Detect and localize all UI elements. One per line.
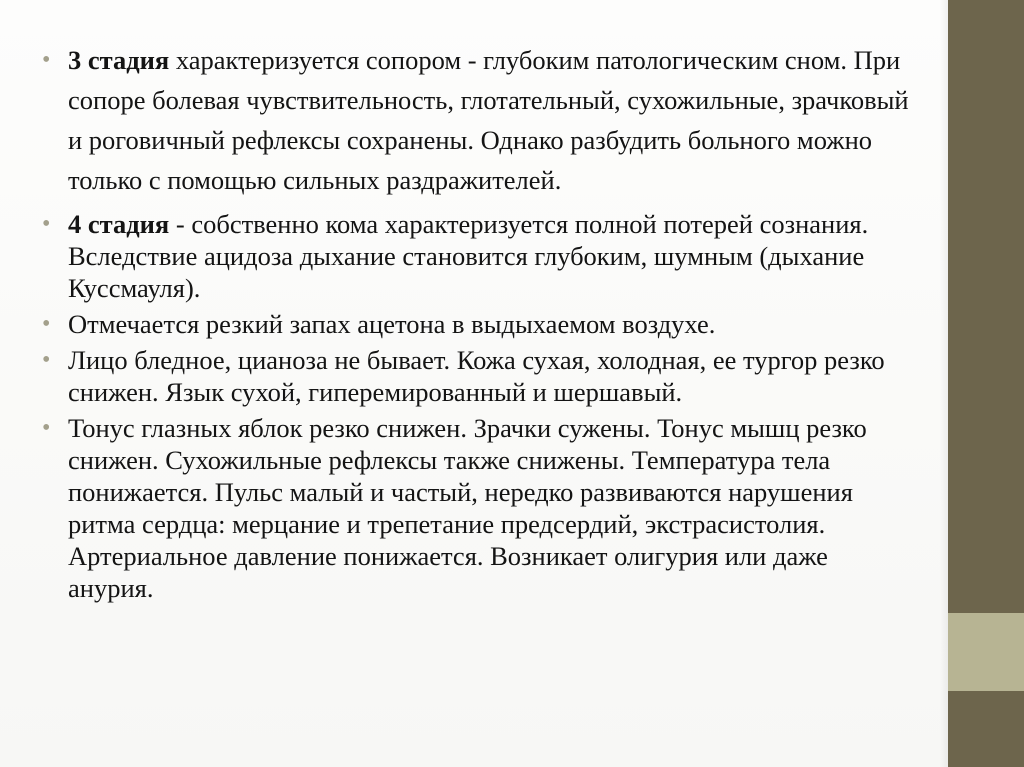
- bullet-icon: •: [42, 415, 51, 441]
- list-item-skin-face: [42, 344, 912, 408]
- side-decor-accent: [948, 613, 1024, 691]
- list-item-stage-3: [42, 40, 912, 200]
- bullet-icon: •: [42, 347, 51, 373]
- skin-face-text: Лицо бледное, цианоза не бывает. Кожа сухая, холодная, ее тургор резко снижен. Язык сухой, гиперемированный и шершавый.: [68, 345, 885, 407]
- list-item-acetone-odor: [42, 308, 912, 340]
- list-item-stage-4: [42, 208, 912, 304]
- bullet-icon: •: [42, 47, 51, 73]
- list-item-tonus-vitals: [42, 412, 912, 604]
- stage-3-heading: 3 стадия: [68, 45, 170, 75]
- bullet-icon: •: [42, 211, 51, 237]
- stage-3-text: характеризуется сопором - глубоким патологическим сном. При сопоре болевая чувствительность, глотательный, сухожильные, зрачковый и роговичный рефлексы сохранены. Однако разбудить больного можно только с помощью сильных раздражителей.: [68, 45, 909, 195]
- bullet-icon: •: [42, 311, 51, 337]
- tonus-vitals-text: Тонус глазных яблок резко снижен. Зрачки сужены. Тонус мышц резко снижен. Сухожильные рефлексы также снижены. Температура тела понижается. Пульс малый и частый, нередко развиваются нарушения ритма сердца: мерцание и трепетание предсердий, экстрасистолия. Артериальное давление понижается. Возникает олигурия или даже анурия.: [68, 413, 867, 603]
- bullet-list: [42, 40, 912, 604]
- stage-4-heading: 4 стадия: [68, 209, 170, 239]
- stage-4-text: - собственно кома характеризуется полной потерей сознания. Вследствие ацидоза дыхание становится глубоким, шумным (дыхание Куссмауля).: [68, 209, 869, 303]
- acetone-odor-text: Отмечается резкий запах ацетона в выдыхаемом воздухе.: [68, 309, 716, 339]
